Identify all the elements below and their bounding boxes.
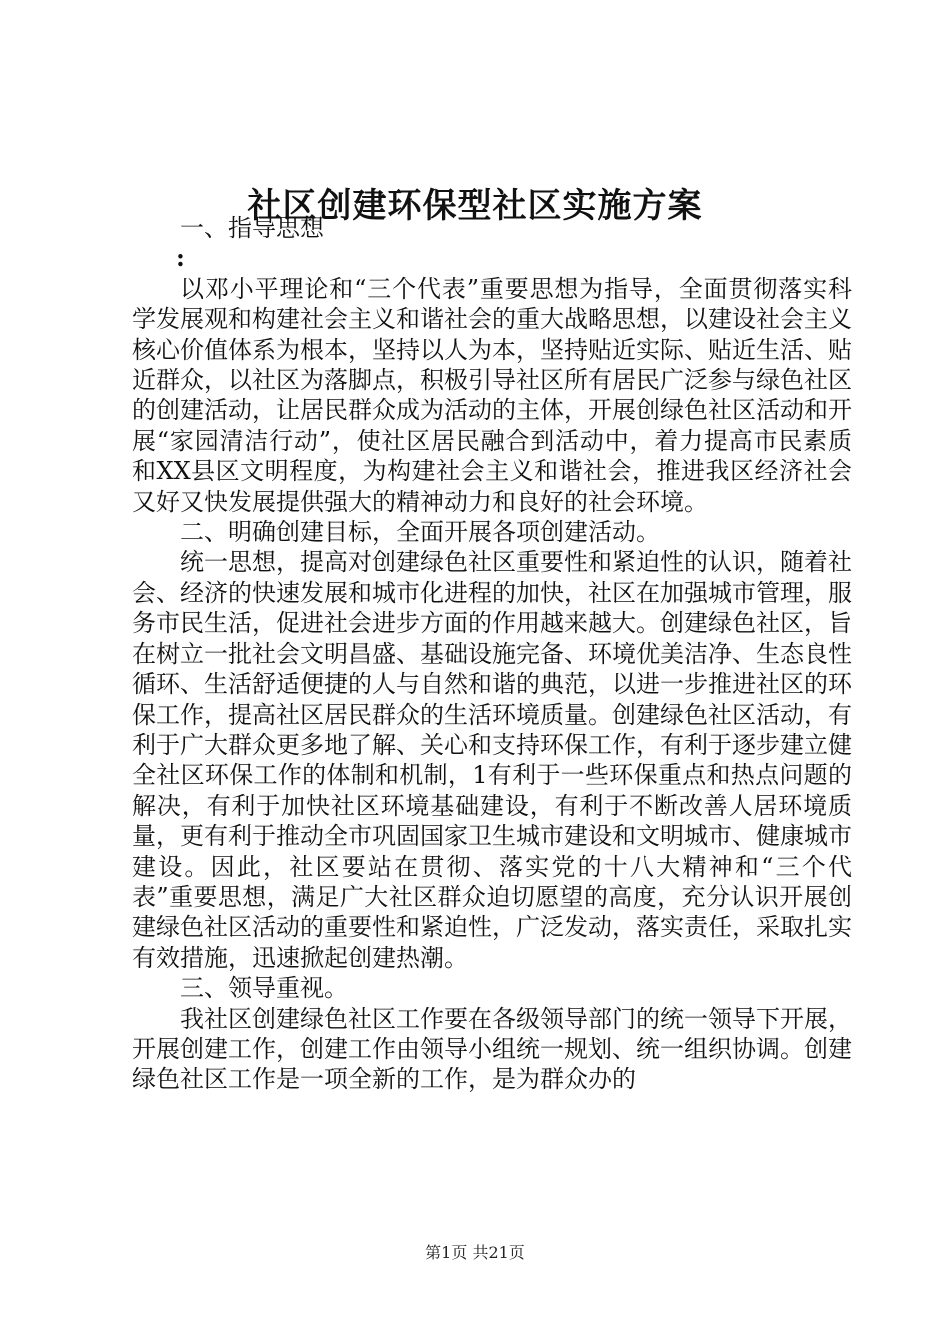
paragraph-goals: 统一思想，提高对创建绿色社区重要性和紧迫性的认识，随着社会、经济的快速发展和城市化进程的加快，社区在加强城市管理，服务市民生活，促进社会进步方面的作用越来越大。创建绿色社区，旨在树立一批社会文明昌盛、基础设施完备、环境优美洁净、生态良性循环、生活舒适便捷的人与自然和谐的典范，以进一步推进社区的环保工作，提高社区居民群众的生活环境质量。创建绿色社区活动，有利于广大群众更多地了解、关心和支持环保工作，有利于逐步建立健全社区环保工作的体制和机制，1有利于一些环保重点和热点问题的解决，有利于加快社区环境基础建设，有利于不断改善人居环境质量，更有利于推动全市巩固国家卫生城市建设和文明城市、健康城市建设。因此，社区要站在贯彻、落实党的十八大精神和“三个代表”重要思想，满足广大社区群众迫切愿望的高度，充分认识开展创建绿色社区活动的重要性和紧迫性，广泛发动，落实责任，采取扎实有效措施，迅速掀起创建热潮。 [132,548,852,972]
colon-line: : [176,243,185,273]
document-title: 社区创建环保型社区实施方案 [247,186,703,226]
document-body [132,213,852,1095]
section-heading-goals: 二、明确创建目标，全面开展各项创建活动。 [180,518,660,547]
paragraph-leadership: 我社区创建绿色社区工作要在各级领导部门的统一领导下开展，开展创建工作，创建工作由领导小组统一规划、统一组织协调。创建绿色社区工作是一项全新的工作，是为群众办的 [132,1004,852,1094]
paragraph-guiding-thought: 以邓小平理论和“三个代表”重要思想为指导，全面贯彻落实科学发展观和构建社会主义和谐社会的重大战略思想，以建设社会主义核心价值体系为根本，坚持以人为本，坚持贴近实际、贴近生活、贴近群众，以社区为落脚点，积极引导社区所有居民广泛参与绿色社区的创建活动，让居民群众成为活动的主体，开展创绿色社区活动和开展“家园清洁行动”，使社区居民融合到活动中，着力提高市民素质和XX县区文明程度，为构建社会主义和谐社会，推进我区经济社会又好又快发展提供强大的精神动力和良好的社会环境。 [132,274,852,516]
page-number-footer: 第1页 共21页 [425,1243,525,1262]
section-heading-leadership: 三、领导重视。 [180,974,348,1003]
section-heading-guiding-thought: 一、指导思想 [180,214,324,242]
